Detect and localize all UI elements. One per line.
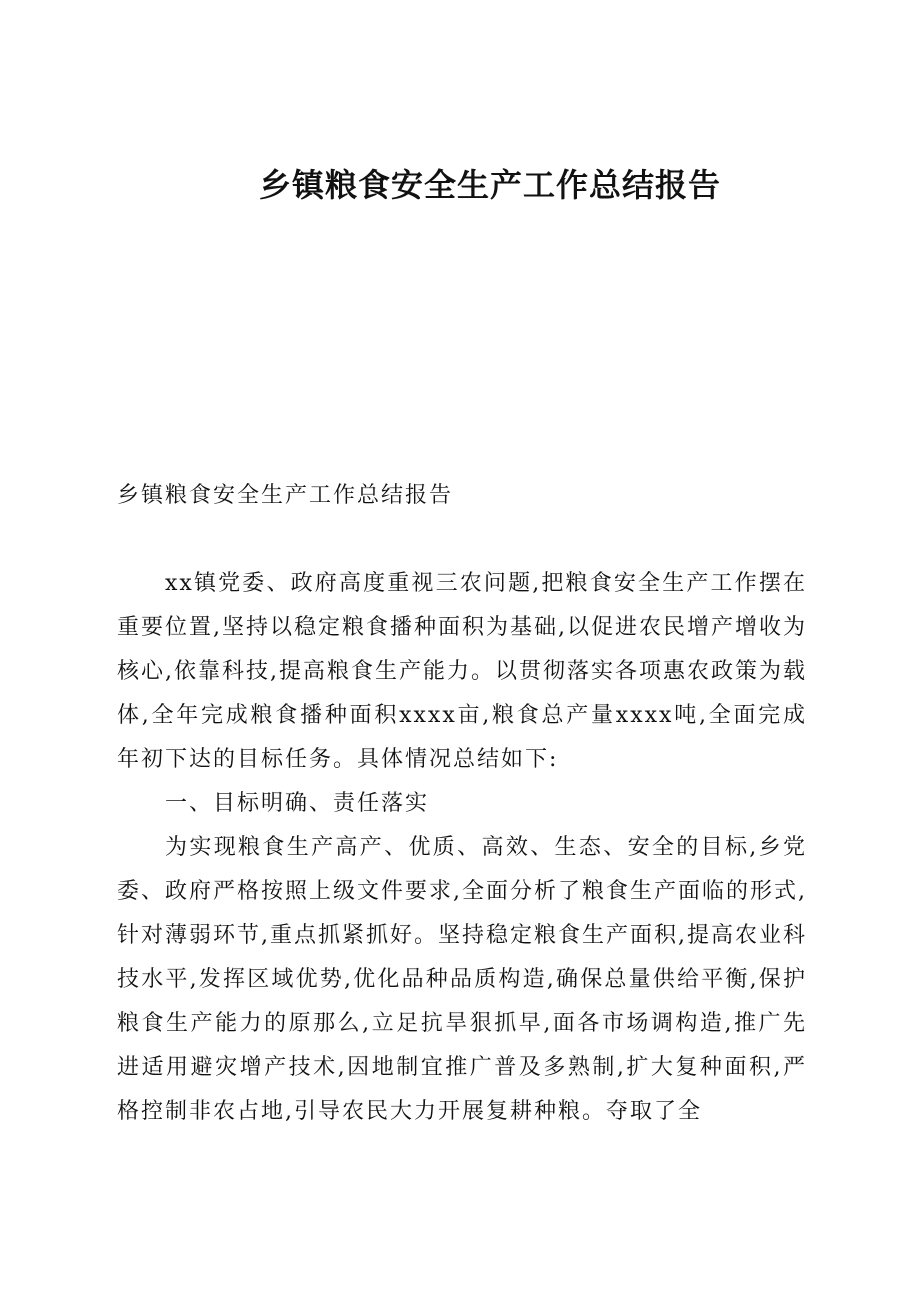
intro-paragraph: xx镇党委、政府高度重视三农问题,把粮食安全生产工作摆在重要位置,坚持以稳定粮食播种面积为基础,以促进农民增产增收为核心,依靠科技,提高粮食生产能力。以贯彻落实各项惠农政策为载体,全年完成粮食播种面积xxxx亩,粮食总产量xxxx吨,全面完成年初下达的目标任务。具体情况总结如下: — [117, 571, 807, 772]
section-heading: 一、目标明确、责任落实 — [165, 791, 430, 816]
section-paragraph: 为实现粮食生产高产、优质、高效、生态、安全的目标,乡党委、政府严格按照上级文件要求,全面分析了粮食生产面临的形式,针对薄弱环节,重点抓紧抓好。坚持稳定粮食生产面积,提高农业科技水平,发挥区域优势,优化品种品质构造,确保总量供给平衡,保护粮食生产能力的原那么,立足抗旱狠抓早,面各市场调构造,推广先进适用避灾增产技术,因地制宜推广普及多熟制,扩大复种面积,严格控制非农占地,引导农民大力开展复耕种粮。夺取了全 — [117, 835, 807, 1124]
document-body — [117, 474, 807, 1134]
document-subtitle: 乡镇粮食安全生产工作总结报告 — [117, 483, 454, 508]
page-title: 乡镇粮食安全生产工作总结报告 — [258, 166, 721, 204]
